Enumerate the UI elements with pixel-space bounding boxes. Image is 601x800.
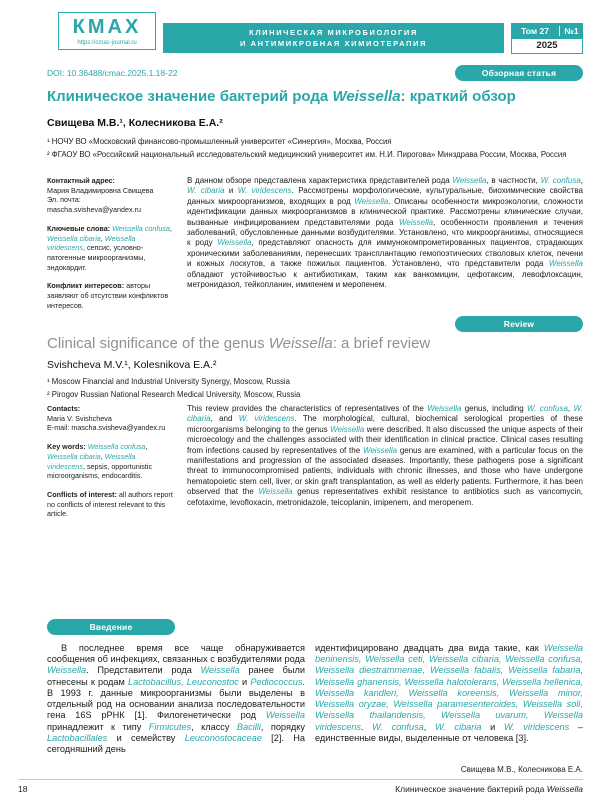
journal-logo-text: КМАХ bbox=[72, 16, 142, 38]
journal-title-banner bbox=[163, 23, 504, 53]
contact-label: Контактный адрес: bbox=[47, 176, 115, 185]
ru-abstract-block bbox=[47, 176, 583, 311]
volume-issue-row bbox=[511, 23, 583, 38]
footer-row bbox=[18, 784, 583, 794]
affiliations-ru bbox=[47, 136, 583, 162]
section-badge-introduction: Введение bbox=[47, 619, 175, 635]
journal-header bbox=[58, 12, 583, 54]
journal-title-line1: КЛИНИЧЕСКАЯ МИКРОБИОЛОГИЯ bbox=[249, 28, 418, 37]
body-text bbox=[47, 643, 583, 755]
doi-link[interactable]: DOI: 10.36488/cmac.2025.1.18-22 bbox=[47, 68, 178, 78]
article-title-ru: Клиническое значение бактерий рода Weissella: краткий обзор bbox=[47, 88, 516, 105]
article-type-badge-en: Review bbox=[455, 316, 583, 332]
affiliation: ² Pirogov Russian National Research Medical University, Moscow, Russia bbox=[47, 389, 301, 399]
contact-email-label: Эл. почта: bbox=[47, 195, 81, 205]
contact-email-link[interactable]: mascha.svisheva@yandex.ru bbox=[47, 205, 141, 215]
footer-divider bbox=[18, 779, 583, 780]
contact-email-row bbox=[47, 195, 175, 214]
conflict-block-ru: Конфликт интересов: авторы заявляют об отсутствии конфликтов интересов. bbox=[47, 281, 169, 310]
footer-authors: Свищева М.В., Колесникова Е.А. bbox=[460, 765, 583, 774]
affiliations-en bbox=[47, 376, 583, 402]
journal-url-link[interactable]: https://cmac-journal.ru bbox=[77, 40, 137, 46]
contact-block-en bbox=[47, 404, 175, 433]
contact-label: Contacts: bbox=[47, 404, 81, 413]
running-title: Клиническое значение бактерий рода Weissella bbox=[395, 784, 583, 794]
issue-label: №1 bbox=[564, 25, 579, 36]
affiliation: ¹ НОЧУ ВО «Московский финансово-промышленный университет «Синергия», Москва, Россия bbox=[47, 137, 392, 146]
authors-ru: Свищева М.В.¹, Колесникова Е.А.² bbox=[47, 117, 223, 129]
abstract-ru: В данном обзоре представлена характеристика представителей рода Weissella, в частности, W. confusa, W. cibaria и W. viridescens. Рассмотрены морфологические, культуральные, биохимические свойства данных микроорганизмов, входящих в род Weissella. Описаны особенности микроэкологии, сложности идентификации данных микроорганизмов в клинической практике. Рассмотрены клинические случаи, вызванные инфицированием представителями рода Weissella, особенности проявления и течения заболеваний, обусловленные данными возбудителями. Установлено, что микроорганизмы, относящиеся к роду Weissella, представляют опасность для иммунокомпрометированных пациентов, страдающих хроническими заболеваниями, перенесших трансплантацию гемопоэтических стволовых клеток, печени и кожных лоскутов, а также пожилых пациентов. Установлено, что представители рода Weissella обладают устойчивостью к антибиотикам, таким как ванкомицин, цефотаксим, левофлоксацин, метронидазол, тейкопланин, имипенем и меропенем. bbox=[187, 176, 584, 289]
body-column-right: идентифицировано двадцать два вида такие, как Weissella beninensis, Weissella ceti, Weissella cibaria, Weissella confusa, Weissella diestrammenae, Weissella fabalis, Weissella fabaria, Weissella ghanensis, Weissella halotolerans, Weissella hellenica, Weissella kandleri, Weissella koreensis, Weissella minor, Weissella oryzae, Weissella paramesenteroides, Weissella soli, Weissella thailandensis, Weissella uvarum, Weissella viridescens. W. confusa, W. cibaria и W. viridescens – единственные виды, выделенные от человека [3]. bbox=[315, 643, 583, 743]
journal-logo[interactable] bbox=[58, 12, 156, 50]
article-type-badge-ru: Обзорная статья bbox=[455, 65, 583, 81]
authors-en: Svishcheva M.V.¹, Kolesnikova E.A.² bbox=[47, 359, 217, 371]
contact-block-ru bbox=[47, 176, 175, 215]
body-column-left: В последнее время все чаще обнаруживается сообщения об инфекциях, связанных с возбудителями рода Weissella. Представители рода Weissella ранее были отнесены к родам Lactobacillus, Leuconostoc и Pediococcus. В 1993 г. данные микроорганизмы были выделены в отдельный род на основании анализа последовательности гена 16S рРНК [1]. Филогенетически род Weissella принадлежит к типу Firmicutes, классу Bacilli, порядку Lactobacillales и семейству Leuconostocaceae [2]. На сегодняшний день bbox=[47, 643, 305, 754]
contact-email-link[interactable]: mascha.svisheva@yandex.ru bbox=[71, 423, 166, 433]
volume-label: Том 27 bbox=[511, 26, 560, 36]
keywords-block-en: Key words: Weissella confusa, Weissella cibaria, Weissella viridescens, sepsis, opportunistic microorganisms, endocarditis. bbox=[47, 442, 153, 481]
page-number: 18 bbox=[18, 784, 28, 794]
contact-name: Maria V. Svishcheva bbox=[47, 413, 112, 423]
en-abstract-block bbox=[47, 404, 583, 519]
abstract-en: This review provides the characteristics of representatives of the Weissella genus, including W. confusa, W. cibaria, and W. viridescens. The morphological, cultural, biochemical serological properties of these microorganisms belonging to the genus Weissella were described. It also discussed the unique aspects of their microecology and the challenges associated with their identification in clinical practice. Clinical cases resulting from infections caused by representatives of the Weissella genus are examined, with a particular focus on the manifestations and progression of the associated diseases. Importantly, these pathogens pose a significant threat to immunocompromised patients, individuals with chronic illnesses, and those who have undergone hematopoietic stem cell, liver, or skin graft transplantation, as well as elderly patients. Furthermore, it has been observed that the Weissella genus representatives exhibit resistance to antibiotics such as vancomycin, cefotaxime, levofloxacin, metronidazole, teicoplanin, imipenem, and meropenem. bbox=[187, 404, 584, 507]
ru-sidebar bbox=[47, 176, 175, 311]
review-badge-row bbox=[47, 314, 583, 332]
contact-email-label: E-mail: bbox=[47, 423, 72, 433]
meta-row bbox=[47, 65, 583, 81]
contact-name: Мария Владимировна Свищева bbox=[47, 185, 154, 195]
volume-issue-box bbox=[511, 23, 583, 54]
journal-title-line2: И АНТИМИКРОБНАЯ ХИМИОТЕРАПИЯ bbox=[239, 39, 427, 49]
conflict-block-en: Conflicts of interest: all authors report no conflicts of interest relevant to this article. bbox=[47, 490, 173, 519]
affiliation: ¹ Moscow Financial and Industrial University Synergy, Moscow, Russia bbox=[47, 377, 290, 386]
en-sidebar bbox=[47, 404, 175, 519]
keywords-block-ru: Ключевые слова: Weissella confusa, Weissella cibaria, Weissella viridescens, сепсис, условно-патогенные микроорганизмы, эндокардит. bbox=[47, 223, 172, 272]
year-label: 2025 bbox=[511, 38, 583, 54]
introduction-badge-row bbox=[47, 617, 583, 635]
article-title-en: Clinical significance of the genus Weissella: a brief review bbox=[47, 335, 431, 352]
contact-email-row bbox=[47, 423, 175, 433]
affiliation: ² ФГАОУ ВО «Российский национальный исследовательский медицинский университет им. Н.И. Пирогова» Минздрава России, Москва, Россия bbox=[47, 149, 567, 159]
